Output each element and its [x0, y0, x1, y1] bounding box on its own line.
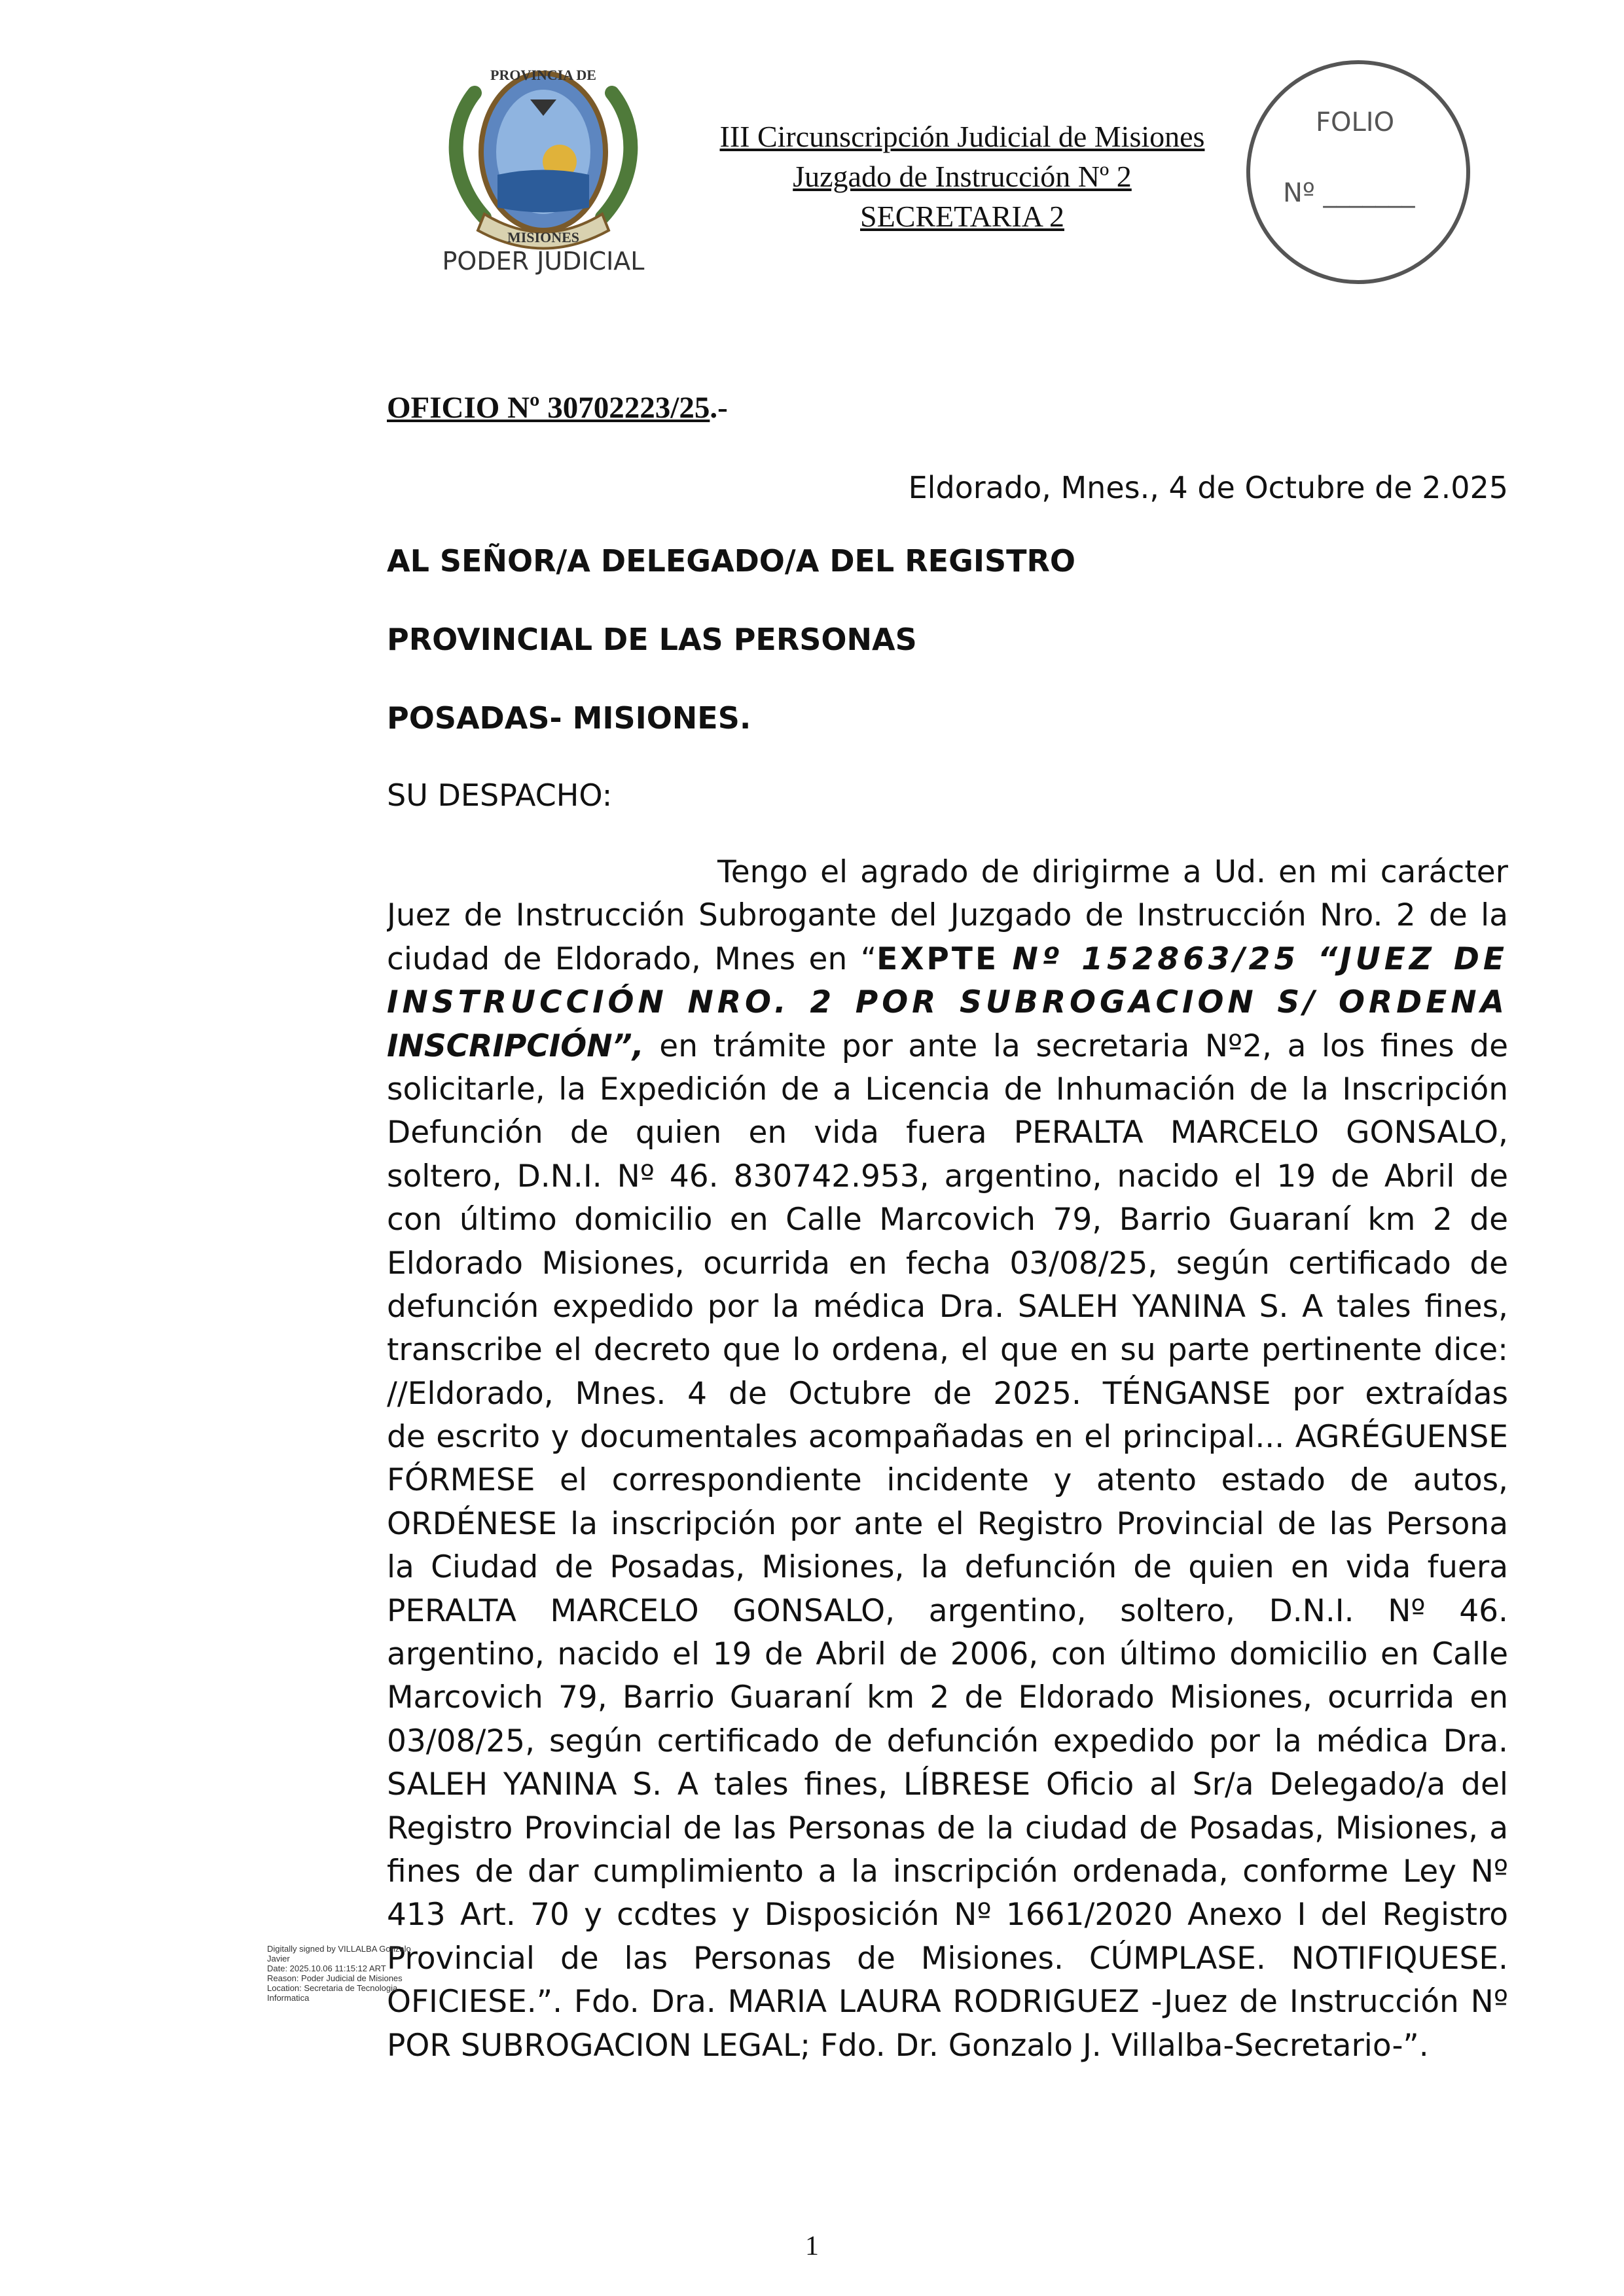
oficio-number-text: OFICIO Nº 30702223/25 [387, 391, 710, 425]
header-line-1: III Circunscripción Judicial de Misiones [719, 120, 1205, 153]
body-line: 03/08/25, según certificado de defunción expedido por la médica Dra. [387, 1723, 1508, 1759]
body-line [387, 1025, 1508, 1068]
expte-label: EXPTE [876, 941, 1000, 977]
body-line: Marcovich 79, Barrio Guaraní km 2 de Eldorado Misiones, ocurrida en [387, 1679, 1508, 1716]
body-line: fines de dar cumplimiento a la inscripción ordenada, conforme Ley Nº [387, 1853, 1508, 1890]
signature-line: Digitally signed by VILLALBA Gonzalo [267, 1944, 411, 1954]
body-line: argentino, nacido el 19 de Abril de 2006, con último domicilio en Calle [387, 1636, 1508, 1673]
body-line: Registro Provincial de las Personas de la ciudad de Posadas, Misiones, a [387, 1810, 1508, 1846]
body-text: en trámite por ante la secretaria Nº2, a los fines de [643, 1028, 1508, 1064]
addressee-line-1: AL SEÑOR/A DELEGADO/A DEL REGISTRO [387, 543, 1076, 579]
body-line: //Eldorado, Mnes. 4 de Octubre de 2025. TÉNGANSE por extraídas [387, 1375, 1508, 1412]
signature-line: Date: 2025.10.06 11:15:12 ART [267, 1964, 386, 1973]
body-line [387, 938, 1508, 981]
body-line: la Ciudad de Posadas, Misiones, la defunción de quien en vida fuera [387, 1549, 1508, 1586]
body-line: PERALTA MARCELO GONSALO, argentino, soltero, D.N.I. Nº 46. [387, 1592, 1508, 1629]
body-line: OFICIESE.”. Fdo. Dra. MARIA LAURA RODRIGUEZ -Juez de Instrucción Nº [387, 1984, 1508, 2020]
body-line: soltero, D.N.I. Nº 46. 830742.953, argentino, nacido el 19 de Abril de [387, 1158, 1508, 1194]
seal-caption: PODER JUDICIAL [442, 247, 645, 276]
folio-label: FOLIO [1316, 107, 1395, 137]
document-date: Eldorado, Mnes., 4 de Octubre de 2.025 [908, 470, 1508, 505]
oficio-number [387, 390, 728, 425]
page-number: 1 [805, 2231, 819, 2261]
oficio-number-suffix: .- [710, 391, 728, 425]
greeting: SU DESPACHO: [387, 778, 613, 813]
poder-judicial-seal [412, 54, 674, 276]
seal-ring-bottom: MISIONES [507, 229, 580, 245]
signature-line: Location: Secretaria de Tecnologia [267, 1983, 398, 1993]
body-line: 413 Art. 70 y ccdtes y Disposición Nº 1661/2020 Anexo I del Registro [387, 1897, 1508, 1933]
body-line: defunción expedido por la médica Dra. SALEH YANINA S. A tales fines, [387, 1288, 1508, 1325]
body-line: de escrito y documentales acompañadas en el principal... AGRÉGUENSE [387, 1419, 1508, 1456]
body-paragraph [387, 851, 1508, 2088]
body-line: transcribe el decreto que lo ordena, el que en su parte pertinente dice: [387, 1332, 1508, 1369]
expte-number: Nº 152863/25 “JUEZ DE [1012, 941, 1508, 977]
body-line: Provincial de las Personas de Misiones. CÚMPLASE. NOTIFIQUESE. [387, 1940, 1508, 1977]
court-header [655, 117, 1270, 236]
body-line: POR SUBROGACION LEGAL; Fdo. Dr. Gonzalo J. Villalba-Secretario-”. [387, 2027, 1429, 2064]
body-line: Defunción de quien en vida fuera PERALTA MARCELO GONSALO, [387, 1115, 1508, 1151]
header-line-2: Juzgado de Instrucción Nº 2 [793, 160, 1132, 193]
body-line-expte-title: INSTRUCCIÓN NRO. 2 POR SUBROGACION S/ ORDENA [387, 984, 1508, 1021]
body-text: ciudad de Eldorado, Mnes en “ [387, 941, 877, 977]
body-line: solicitarle, la Expedición de a Licencia de Inhumación de la Inscripción [387, 1071, 1508, 1107]
signature-line: Informatica [267, 1993, 310, 2003]
body-line: Eldorado Misiones, ocurrida en fecha 03/08/25, según certificado de [387, 1245, 1508, 1282]
body-line: Juez de Instrucción Subrogante del Juzgado de Instrucción Nro. 2 de la [387, 897, 1508, 934]
folio-number-label: Nº _______ [1283, 178, 1415, 208]
body-line: Tengo el agrado de dirigirme a Ud. en mi carácter [717, 854, 1508, 890]
expte-title-end: INSCRIPCIÓN”, [387, 1028, 644, 1064]
folio-stamp [1237, 58, 1479, 287]
seal-ring-top: PROVINCIA DE [490, 67, 596, 83]
signature-line: Javier [267, 1954, 290, 1964]
header-line-3: SECRETARIA 2 [860, 200, 1064, 233]
signature-line: Reason: Poder Judicial de Misiones [267, 1973, 403, 1983]
addressee-line-2: PROVINCIAL DE LAS PERSONAS [387, 622, 917, 657]
addressee-line-3: POSADAS- MISIONES. [387, 700, 751, 736]
body-line: FÓRMESE el correspondiente incidente y atento estado de autos, [387, 1462, 1508, 1499]
body-line: SALEH YANINA S. A tales fines, LÍBRESE Oficio al Sr/a Delegado/a del [387, 1767, 1508, 1803]
digital-signature-note [267, 1944, 463, 2003]
body-line: ORDÉNESE la inscripción por ante el Registro Provincial de las Persona [387, 1505, 1508, 1542]
body-line: con último domicilio en Calle Marcovich 79, Barrio Guaraní km 2 de [387, 1202, 1508, 1238]
